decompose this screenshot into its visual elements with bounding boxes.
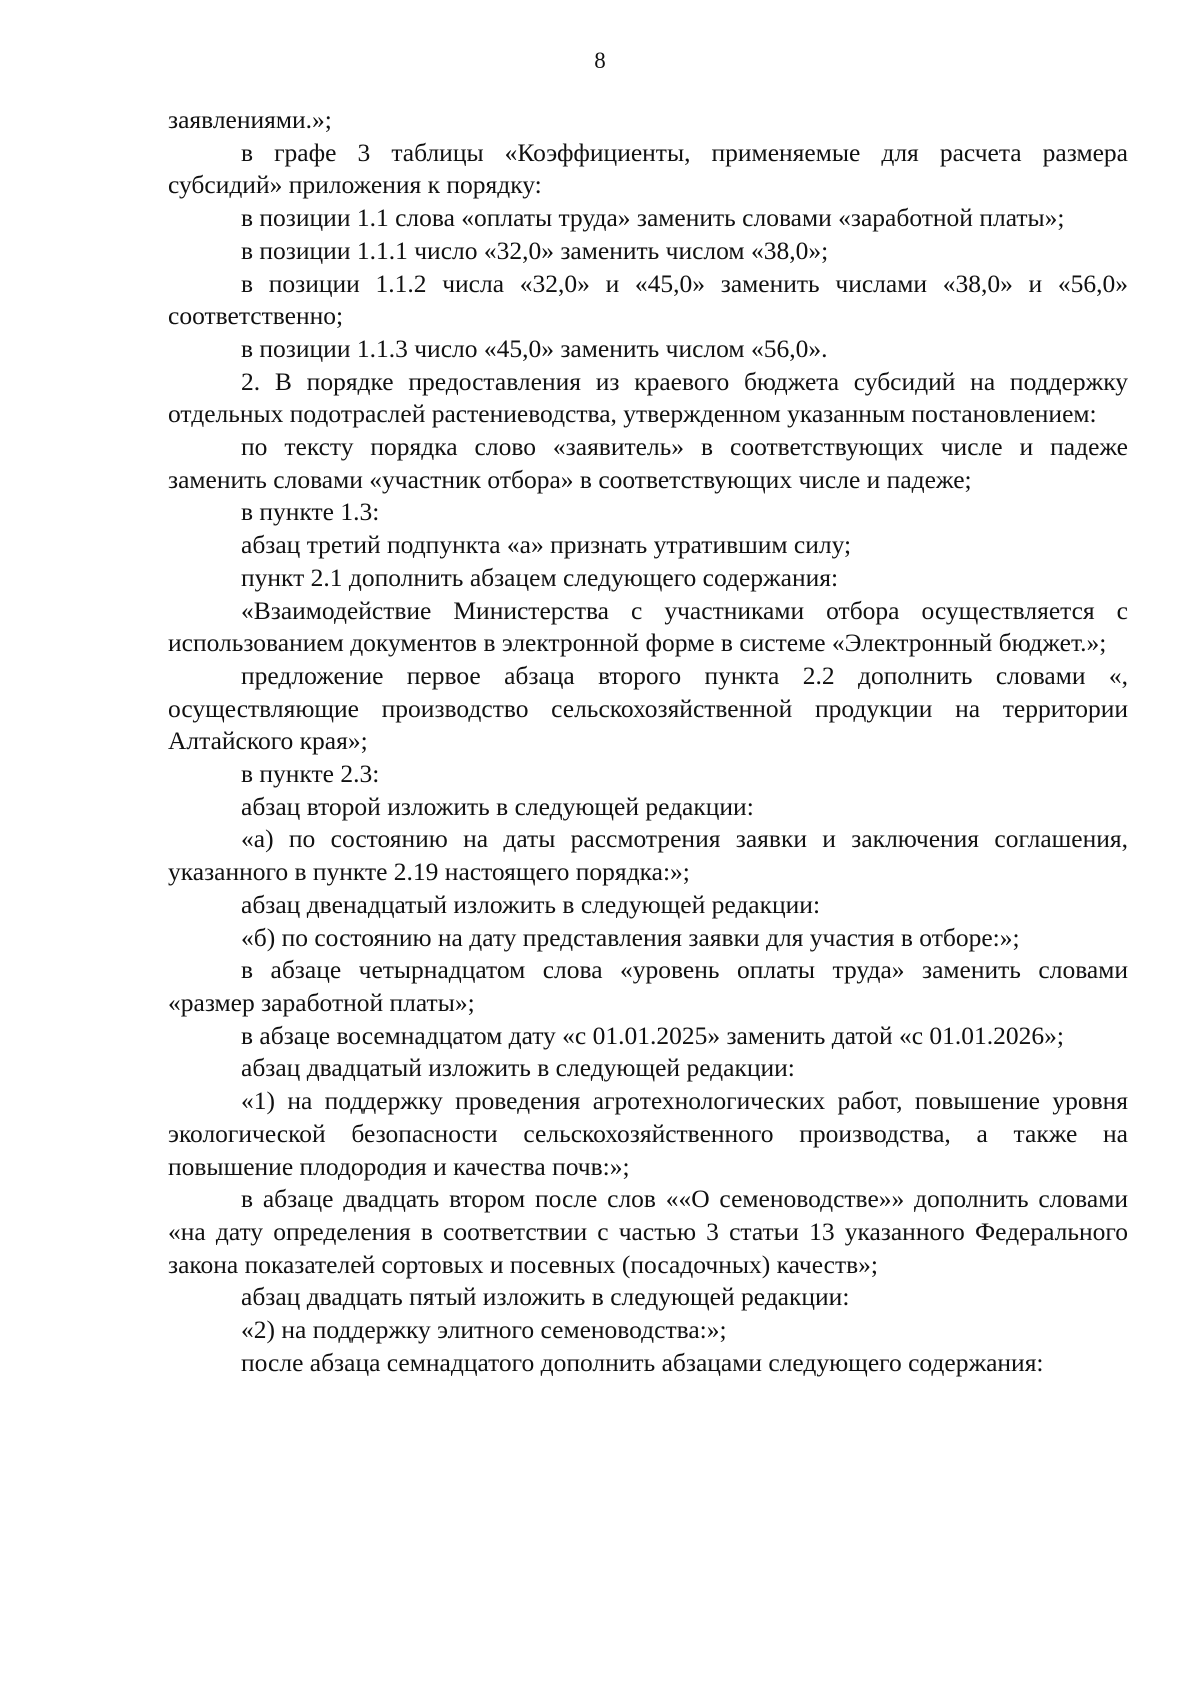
paragraph: в абзаце двадцать втором после слов ««О семеноводстве»» дополнить словами «на дату определения в соответствии с частью 3 статьи 13 указанного Федерального закона показателей сортовых и посевных (посадочных) качеств»; [168, 1184, 1128, 1279]
paragraph: абзац двадцать пятый изложить в следующей редакции: [241, 1282, 850, 1312]
paragraph: предложение первое абзаца второго пункта 2.2 дополнить словами «, осуществляющие производство сельскохозяйственной продукции на территории Алтайского края»; [168, 660, 1128, 756]
page-number: 8 [594, 48, 606, 73]
paragraph: «2) на поддержку элитного семеноводства:»; [241, 1315, 727, 1345]
paragraph: «Взаимодействие Министерства с участниками отбора осуществляется с использованием документов в электронной форме в системе «Электронный бюджет.»; [168, 595, 1128, 658]
paragraph: в позиции 1.1 слова «оплаты труда» заменить словами «заработной платы»; [241, 203, 1065, 233]
paragraph: абзац двенадцатый изложить в следующей редакции: [241, 889, 821, 919]
paragraph: в позиции 1.1.1 число «32,0» заменить числом «38,0»; [241, 235, 829, 265]
paragraph: в пункте 1.3: [241, 497, 380, 527]
paragraph: в позиции 1.1.2 числа «32,0» и «45,0» заменить числами «38,0» и «56,0» соответственно; [168, 268, 1128, 331]
paragraph: абзац второй изложить в следующей редакции: [241, 791, 754, 821]
paragraph: по тексту порядка слово «заявитель» в соответствующих числе и падеже заменить словами «участник отбора» в соответствующих числе и падеже; [168, 432, 1128, 494]
paragraph: в абзаце четырнадцатом слова «уровень оплаты труда» заменить словами «размер заработной платы»; [168, 955, 1128, 1017]
paragraph: в пункте 2.3: [241, 759, 380, 789]
paragraph: в графе 3 таблицы «Коэффициенты, применяемые для расчета размера субсидий» приложения к порядку: [168, 137, 1128, 200]
paragraph: «б) по состоянию на дату представления заявки для участия в отборе:»; [241, 922, 1020, 952]
paragraph: 2. В порядке предоставления из краевого бюджета субсидий на поддержку отдельных подотраслей растениеводства, утвержденном указанным постановлением: [168, 366, 1128, 429]
document-body [168, 104, 1128, 1379]
paragraph: пункт 2.1 дополнить абзацем следующего содержания: [241, 562, 839, 592]
paragraph: «а) по состоянию на даты рассмотрения заявки и заключения соглашения, указанного в пункте 2.19 настоящего порядка:»; [168, 824, 1128, 887]
paragraph: заявлениями.»; [168, 105, 332, 134]
paragraph: в абзаце восемнадцатом дату «с 01.01.2025» заменить датой «с 01.01.2026»; [241, 1020, 1065, 1050]
paragraph: абзац двадцатый изложить в следующей редакции: [241, 1053, 795, 1083]
paragraph: после абзаца семнадцатого дополнить абзацами следующего содержания: [241, 1347, 1044, 1377]
paragraph: абзац третий подпункта «а» признать утратившим силу; [241, 530, 852, 560]
paragraph: в позиции 1.1.3 число «45,0» заменить числом «56,0». [241, 333, 828, 363]
paragraph: «1) на поддержку проведения агротехнологических работ, повышение уровня экологической безопасности сельскохозяйственного производства, а также на повышение плодородия и качества почв:»; [168, 1086, 1128, 1181]
